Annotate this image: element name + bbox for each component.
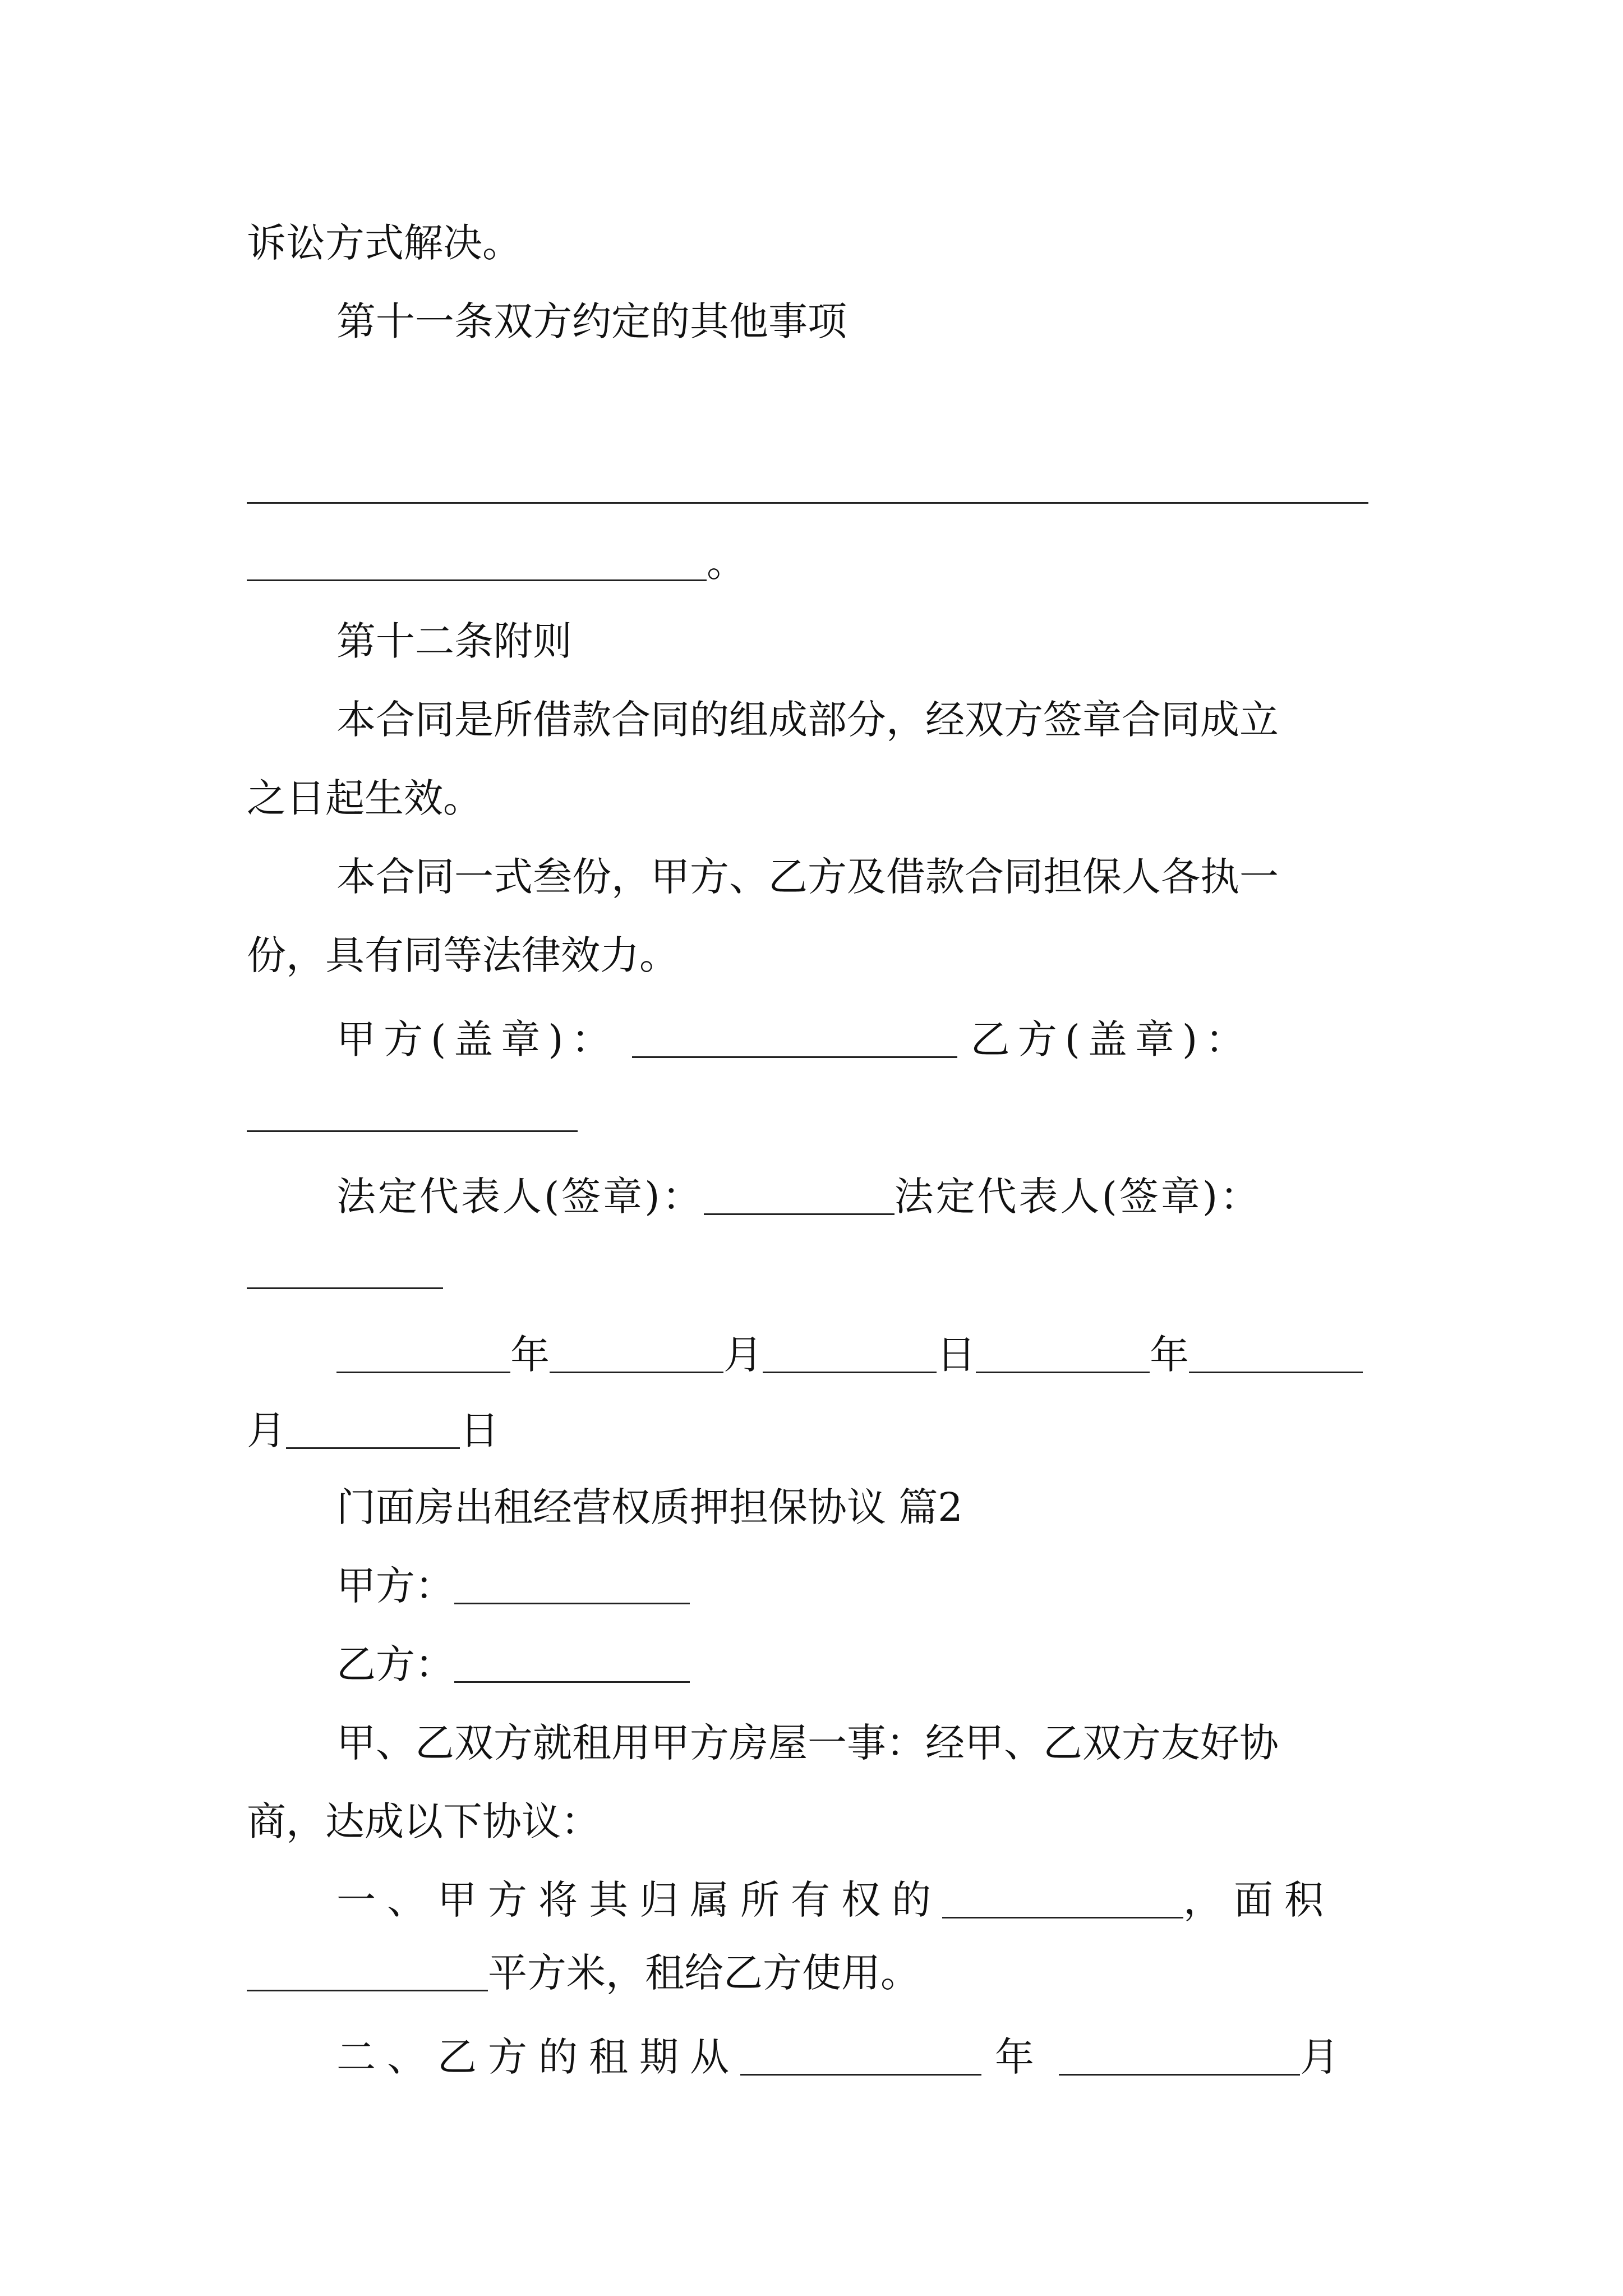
party-b-representative-label: 法定代表人(签章)： bbox=[894, 1174, 1262, 1220]
party-a-label: 甲方： bbox=[336, 1563, 454, 1609]
article-12-heading bbox=[247, 610, 1380, 672]
blank-underline bbox=[763, 1337, 937, 1373]
article-11-heading bbox=[247, 291, 1380, 352]
month-label: 月 bbox=[723, 1332, 763, 1378]
blank-underline bbox=[454, 1646, 690, 1683]
year-label: 年 bbox=[995, 2034, 1045, 2080]
text: 本合同一式叁份，甲方、乙方及借款合同担保人各执一 bbox=[336, 854, 1279, 900]
blank-underline bbox=[1059, 2039, 1300, 2076]
blank-underline bbox=[704, 1179, 895, 1215]
text: 份，具有同等法律效力。 bbox=[247, 932, 679, 978]
text: 第十一条双方约定的其他事项 bbox=[336, 298, 847, 344]
line-litigation bbox=[247, 212, 1380, 274]
party-a-representative-label: 法定代表人(签章)： bbox=[336, 1174, 704, 1220]
text: 本合同是所借款合同的组成部分，经双方签章合同成立 bbox=[336, 697, 1279, 743]
day-label: 日 bbox=[937, 1332, 976, 1378]
text: 第十二条附则 bbox=[336, 618, 572, 664]
blank-underline bbox=[247, 467, 1368, 504]
representative-line-cont bbox=[247, 1240, 1380, 1301]
date-line bbox=[247, 1324, 1380, 1386]
text: 一、甲方将其归属所有权的 bbox=[336, 1877, 942, 1923]
clause-2-line bbox=[247, 2026, 1380, 2088]
date-line-cont bbox=[247, 1400, 1380, 1461]
blank-underline bbox=[740, 2039, 981, 2076]
other-matters-blank-line bbox=[247, 454, 1380, 516]
party-a-seal-label: 甲方(盖章)： bbox=[336, 1016, 619, 1062]
blank-underline bbox=[247, 1955, 488, 1991]
text: 门面房出租经营权质押担保协议 篇2 bbox=[336, 1484, 963, 1530]
month-label: 月 bbox=[1300, 2034, 1350, 2080]
other-matters-blank-line-2 bbox=[247, 532, 1380, 593]
text: 。 bbox=[707, 540, 746, 586]
paragraph-copies bbox=[247, 846, 1380, 908]
blank-underline bbox=[942, 1882, 1183, 1918]
blank-underline bbox=[976, 1337, 1150, 1373]
text: 甲、乙双方就租用甲方房屋一事：经甲、乙双方友好协 bbox=[336, 1720, 1279, 1766]
party-a-line bbox=[247, 1555, 1380, 1617]
blank-underline bbox=[632, 1022, 957, 1058]
party-b-line bbox=[247, 1634, 1380, 1695]
day-label: 日 bbox=[460, 1407, 499, 1453]
month-label: 月 bbox=[247, 1407, 286, 1453]
paragraph-effective bbox=[247, 689, 1380, 751]
year-label: 年 bbox=[510, 1332, 550, 1378]
text: 之日起生效。 bbox=[247, 775, 482, 821]
blank-underline bbox=[286, 1412, 460, 1449]
text: 平方米，租给乙方使用。 bbox=[488, 1950, 920, 1996]
seal-line bbox=[247, 1009, 1380, 1070]
clause-1-line bbox=[247, 1869, 1380, 1931]
representative-line bbox=[247, 1166, 1380, 1227]
text: 商，达成以下协议： bbox=[247, 1798, 600, 1844]
blank-underline bbox=[336, 1337, 510, 1373]
party-b-seal-label: 乙方(盖章)： bbox=[970, 1016, 1253, 1062]
blank-underline bbox=[247, 545, 707, 581]
year-label: 年 bbox=[1150, 1332, 1189, 1378]
paragraph-agreement bbox=[247, 1712, 1380, 1774]
blank-underline bbox=[1189, 1337, 1363, 1373]
blank-underline bbox=[454, 1568, 690, 1604]
text: ，面积 bbox=[1183, 1877, 1335, 1923]
paragraph-copies-cont bbox=[247, 924, 1380, 986]
paragraph-agreement-cont bbox=[247, 1791, 1380, 1852]
section-2-title bbox=[247, 1476, 1380, 1538]
clause-1-line-cont bbox=[247, 1942, 1380, 2004]
blank-underline bbox=[550, 1337, 723, 1373]
text: 二、乙方的租期从 bbox=[336, 2034, 740, 2080]
party-b-label: 乙方： bbox=[336, 1641, 454, 1687]
paragraph-effective-cont bbox=[247, 767, 1380, 829]
seal-line-cont bbox=[247, 1083, 1380, 1144]
blank-underline bbox=[247, 1096, 578, 1132]
text: 诉讼方式解决。 bbox=[247, 220, 522, 266]
blank-underline bbox=[247, 1253, 443, 1289]
